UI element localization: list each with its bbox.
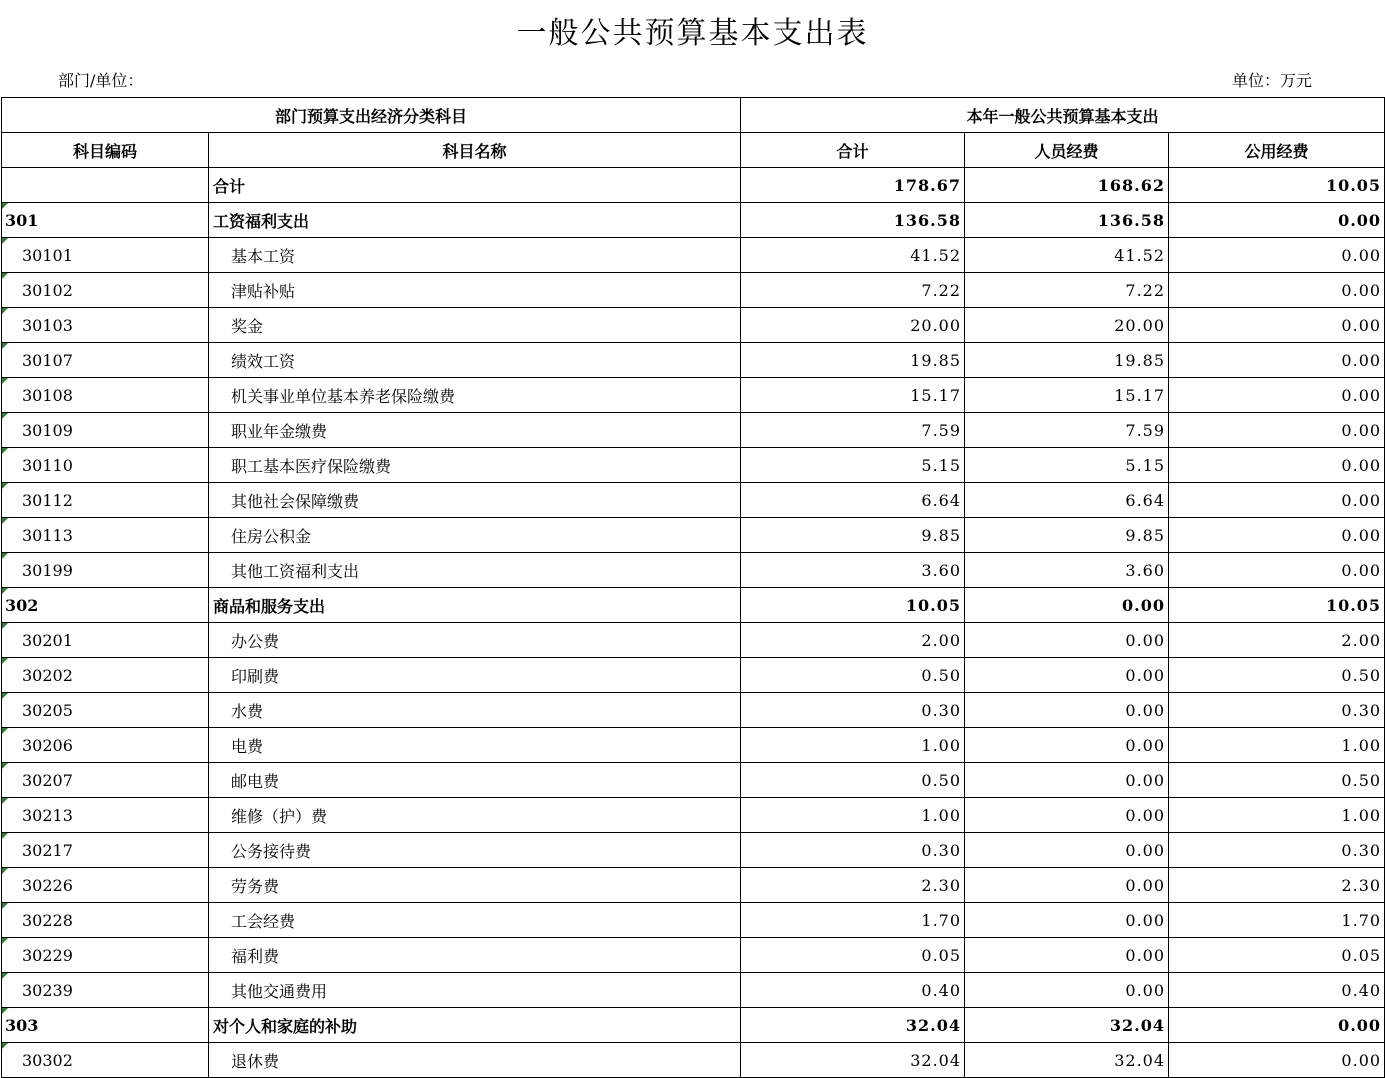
budget-table	[1, 97, 1385, 1078]
subject-name-cell: 对个人和家庭的补助	[209, 1008, 741, 1043]
public-expenses-cell: 0.05	[1169, 938, 1385, 973]
personnel-expenses-cell: 32.04	[965, 1008, 1169, 1043]
subject-code-cell: 30229	[2, 938, 209, 973]
total-cell: 136.58	[741, 203, 965, 238]
table-row	[2, 203, 1385, 238]
personnel-expenses-cell: 3.60	[965, 553, 1169, 588]
table-row	[2, 973, 1385, 1008]
total-cell: 10.05	[741, 588, 965, 623]
table-row	[2, 868, 1385, 903]
table-row	[2, 623, 1385, 658]
total-cell: 19.85	[741, 343, 965, 378]
table-row	[2, 168, 1385, 203]
table-row	[2, 833, 1385, 868]
personnel-expenses-cell: 136.58	[965, 203, 1169, 238]
personnel-expenses-cell: 9.85	[965, 518, 1169, 553]
table-row	[2, 553, 1385, 588]
total-cell: 0.05	[741, 938, 965, 973]
subject-code-cell: 30302	[2, 1043, 209, 1078]
subject-name-cell: 职工基本医疗保险缴费	[209, 448, 741, 483]
personnel-expenses-cell: 0.00	[965, 693, 1169, 728]
subject-code-cell: 30109	[2, 413, 209, 448]
personnel-expenses-cell: 0.00	[965, 938, 1169, 973]
personnel-expenses-cell: 0.00	[965, 623, 1169, 658]
personnel-expenses-cell: 5.15	[965, 448, 1169, 483]
table-row	[2, 763, 1385, 798]
subject-name-cell: 邮电费	[209, 763, 741, 798]
subject-code-cell: 30107	[2, 343, 209, 378]
personnel-expenses-cell: 0.00	[965, 763, 1169, 798]
public-expenses-cell: 1.70	[1169, 903, 1385, 938]
table-row	[2, 903, 1385, 938]
public-expenses-cell: 0.00	[1169, 343, 1385, 378]
table-row	[2, 238, 1385, 273]
subject-code-cell: 30112	[2, 483, 209, 518]
public-expenses-cell: 0.00	[1169, 1043, 1385, 1078]
subject-code-cell: 301	[2, 203, 209, 238]
subject-name-cell: 基本工资	[209, 238, 741, 273]
total-cell: 0.50	[741, 658, 965, 693]
subject-name-cell: 商品和服务支出	[209, 588, 741, 623]
subject-name-cell: 合计	[209, 168, 741, 203]
personnel-expenses-cell: 0.00	[965, 728, 1169, 763]
table-row	[2, 378, 1385, 413]
header-group-row	[2, 98, 1385, 133]
public-expenses-cell: 0.00	[1169, 448, 1385, 483]
subject-code-cell: 30205	[2, 693, 209, 728]
total-cell: 15.17	[741, 378, 965, 413]
subject-code-cell: 30217	[2, 833, 209, 868]
subject-name-cell: 水费	[209, 693, 741, 728]
subject-code-cell: 30101	[2, 238, 209, 273]
subject-name-cell: 办公费	[209, 623, 741, 658]
public-expenses-cell: 0.00	[1169, 553, 1385, 588]
table-row	[2, 518, 1385, 553]
table-row	[2, 1043, 1385, 1078]
public-expenses-cell: 1.00	[1169, 728, 1385, 763]
subject-code-cell: 30110	[2, 448, 209, 483]
subject-name-cell: 其他交通费用	[209, 973, 741, 1008]
public-expenses-cell: 0.00	[1169, 273, 1385, 308]
total-cell: 2.30	[741, 868, 965, 903]
table-row	[2, 1008, 1385, 1043]
total-cell: 7.22	[741, 273, 965, 308]
subject-code-cell: 30206	[2, 728, 209, 763]
subject-code-cell: 30226	[2, 868, 209, 903]
subject-name-cell: 工资福利支出	[209, 203, 741, 238]
subject-code-cell: 30102	[2, 273, 209, 308]
total-cell: 0.30	[741, 833, 965, 868]
header-personnel-expenses: 人员经费	[965, 133, 1169, 168]
subject-name-cell: 机关事业单位基本养老保险缴费	[209, 378, 741, 413]
public-expenses-cell: 2.00	[1169, 623, 1385, 658]
total-cell: 3.60	[741, 553, 965, 588]
personnel-expenses-cell: 0.00	[965, 833, 1169, 868]
total-cell: 41.52	[741, 238, 965, 273]
header-subject-name: 科目名称	[209, 133, 741, 168]
table-row	[2, 658, 1385, 693]
subject-code-cell: 30207	[2, 763, 209, 798]
subject-name-cell: 福利费	[209, 938, 741, 973]
subject-code-cell: 30213	[2, 798, 209, 833]
header-total: 合计	[741, 133, 965, 168]
table-row	[2, 413, 1385, 448]
subject-name-cell: 公务接待费	[209, 833, 741, 868]
personnel-expenses-cell: 7.22	[965, 273, 1169, 308]
table-row	[2, 273, 1385, 308]
header-group-basic-expenditure: 本年一般公共预算基本支出	[741, 98, 1385, 133]
table-row	[2, 483, 1385, 518]
public-expenses-cell: 0.00	[1169, 413, 1385, 448]
personnel-expenses-cell: 15.17	[965, 378, 1169, 413]
total-cell: 9.85	[741, 518, 965, 553]
table-row	[2, 448, 1385, 483]
total-cell: 20.00	[741, 308, 965, 343]
subject-code-cell	[2, 168, 209, 203]
subject-name-cell: 绩效工资	[209, 343, 741, 378]
personnel-expenses-cell: 6.64	[965, 483, 1169, 518]
subject-name-cell: 退休费	[209, 1043, 741, 1078]
total-cell: 32.04	[741, 1043, 965, 1078]
public-expenses-cell: 1.00	[1169, 798, 1385, 833]
total-cell: 32.04	[741, 1008, 965, 1043]
personnel-expenses-cell: 168.62	[965, 168, 1169, 203]
public-expenses-cell: 0.40	[1169, 973, 1385, 1008]
public-expenses-cell: 10.05	[1169, 168, 1385, 203]
personnel-expenses-cell: 7.59	[965, 413, 1169, 448]
subject-name-cell: 职业年金缴费	[209, 413, 741, 448]
subject-name-cell: 维修（护）费	[209, 798, 741, 833]
header-column-row	[2, 133, 1385, 168]
table-row	[2, 588, 1385, 623]
header-group-economic-classification: 部门预算支出经济分类科目	[2, 98, 741, 133]
subject-name-cell: 电费	[209, 728, 741, 763]
subject-name-cell: 住房公积金	[209, 518, 741, 553]
subject-code-cell: 30108	[2, 378, 209, 413]
public-expenses-cell: 0.00	[1169, 378, 1385, 413]
public-expenses-cell: 0.50	[1169, 658, 1385, 693]
subject-name-cell: 奖金	[209, 308, 741, 343]
page-title: 一般公共预算基本支出表	[516, 16, 869, 51]
subject-name-cell: 印刷费	[209, 658, 741, 693]
public-expenses-cell: 0.00	[1169, 203, 1385, 238]
total-cell: 0.40	[741, 973, 965, 1008]
personnel-expenses-cell: 41.52	[965, 238, 1169, 273]
table-row	[2, 728, 1385, 763]
subject-code-cell: 30113	[2, 518, 209, 553]
subject-code-cell: 30103	[2, 308, 209, 343]
personnel-expenses-cell: 20.00	[965, 308, 1169, 343]
department-label: 部门/单位：	[58, 71, 144, 90]
personnel-expenses-cell: 0.00	[965, 973, 1169, 1008]
public-expenses-cell: 0.00	[1169, 518, 1385, 553]
public-expenses-cell: 0.00	[1169, 1008, 1385, 1043]
public-expenses-cell: 0.30	[1169, 833, 1385, 868]
subject-name-cell: 劳务费	[209, 868, 741, 903]
table-row	[2, 693, 1385, 728]
public-expenses-cell: 0.30	[1169, 693, 1385, 728]
subject-name-cell: 其他社会保障缴费	[209, 483, 741, 518]
total-cell: 1.00	[741, 798, 965, 833]
subject-code-cell: 30228	[2, 903, 209, 938]
subject-code-cell: 303	[2, 1008, 209, 1043]
total-cell: 178.67	[741, 168, 965, 203]
public-expenses-cell: 10.05	[1169, 588, 1385, 623]
total-cell: 0.50	[741, 763, 965, 798]
table-row	[2, 798, 1385, 833]
total-cell: 5.15	[741, 448, 965, 483]
subject-code-cell: 30239	[2, 973, 209, 1008]
total-cell: 0.30	[741, 693, 965, 728]
subject-code-cell: 30201	[2, 623, 209, 658]
subject-name-cell: 津贴补贴	[209, 273, 741, 308]
public-expenses-cell: 0.00	[1169, 308, 1385, 343]
header-subject-code: 科目编码	[2, 133, 209, 168]
personnel-expenses-cell: 0.00	[965, 868, 1169, 903]
public-expenses-cell: 2.30	[1169, 868, 1385, 903]
personnel-expenses-cell: 0.00	[965, 588, 1169, 623]
subject-name-cell: 工会经费	[209, 903, 741, 938]
subject-code-cell: 30199	[2, 553, 209, 588]
personnel-expenses-cell: 19.85	[965, 343, 1169, 378]
personnel-expenses-cell: 0.00	[965, 798, 1169, 833]
unit-label: 单位：万元	[1232, 71, 1313, 90]
total-cell: 7.59	[741, 413, 965, 448]
personnel-expenses-cell: 0.00	[965, 903, 1169, 938]
total-cell: 1.00	[741, 728, 965, 763]
total-cell: 2.00	[741, 623, 965, 658]
subject-code-cell: 302	[2, 588, 209, 623]
table-row	[2, 308, 1385, 343]
table-row	[2, 938, 1385, 973]
personnel-expenses-cell: 32.04	[965, 1043, 1169, 1078]
subject-name-cell: 其他工资福利支出	[209, 553, 741, 588]
table-row	[2, 343, 1385, 378]
total-cell: 6.64	[741, 483, 965, 518]
public-expenses-cell: 0.00	[1169, 483, 1385, 518]
public-expenses-cell: 0.00	[1169, 238, 1385, 273]
header-public-expenses: 公用经费	[1169, 133, 1385, 168]
total-cell: 1.70	[741, 903, 965, 938]
personnel-expenses-cell: 0.00	[965, 658, 1169, 693]
subject-code-cell: 30202	[2, 658, 209, 693]
public-expenses-cell: 0.50	[1169, 763, 1385, 798]
